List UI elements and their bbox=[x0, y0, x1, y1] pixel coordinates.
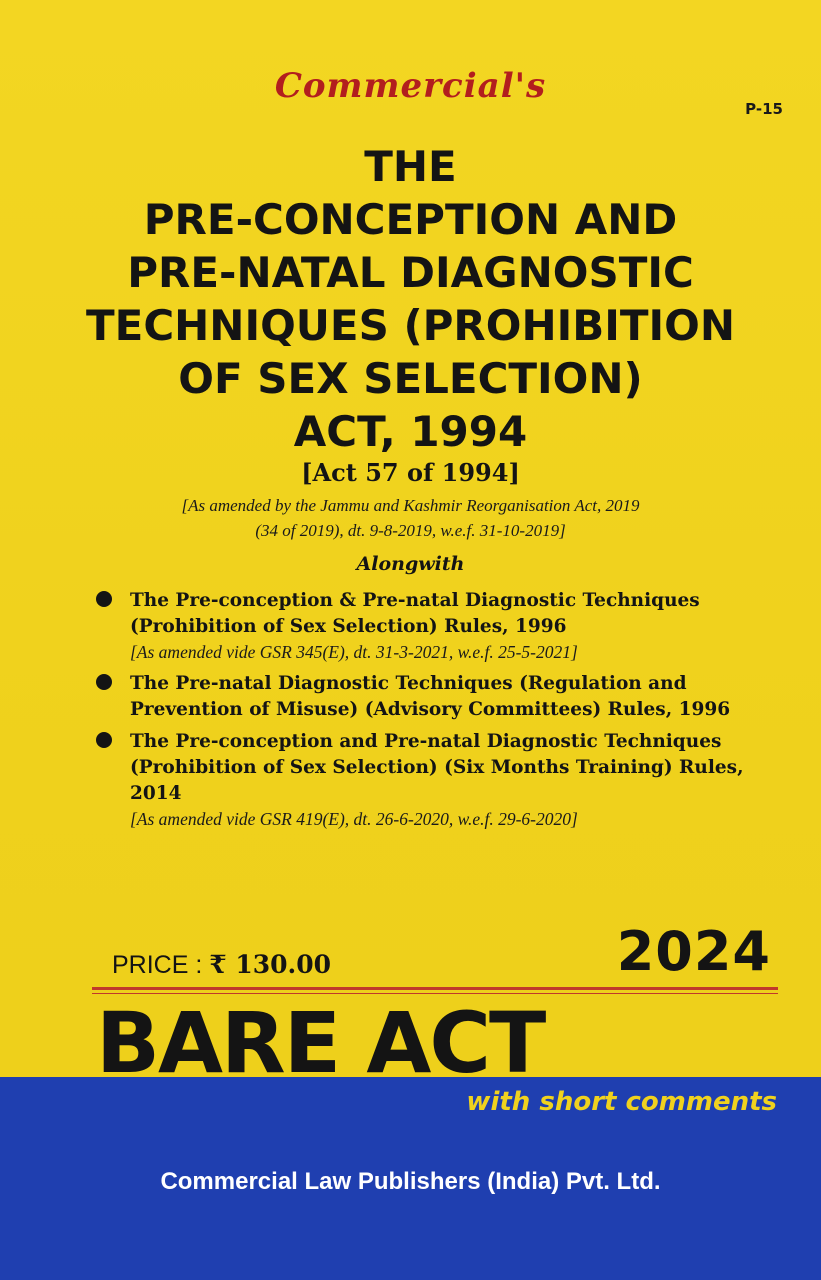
rule-title: The Pre-conception & Pre-natal Diagnostic Techniques (Prohibition of Sex Selection) Rules, 1996 bbox=[130, 590, 700, 637]
title-line: ACT, 1994 bbox=[293, 407, 528, 456]
bullet-icon bbox=[96, 591, 112, 607]
list-item bbox=[96, 729, 776, 832]
rule-amendment: [As amended vide GSR 419(E), dt. 26-6-2020, w.e.f. 29-6-2020] bbox=[130, 809, 578, 829]
series-code: P-15 bbox=[745, 100, 783, 118]
divider bbox=[92, 987, 778, 990]
edition-year: 2024 bbox=[616, 920, 771, 983]
price bbox=[112, 950, 331, 980]
title-line: OF SEX SELECTION) bbox=[178, 354, 643, 403]
title-line: PRE-NATAL DIAGNOSTIC bbox=[127, 248, 694, 297]
list-item bbox=[96, 588, 776, 665]
amendment-note bbox=[0, 493, 821, 543]
series-subtitle: with short comments bbox=[466, 1087, 777, 1117]
act-number: [Act 57 of 1994] bbox=[301, 458, 520, 487]
amendment-line: [As amended by the Jammu and Kashmir Reorganisation Act, 2019 bbox=[181, 496, 640, 515]
rule-amendment: [As amended vide GSR 345(E), dt. 31-3-2021, w.e.f. 25-5-2021] bbox=[130, 642, 578, 662]
alongwith-heading: Alongwith bbox=[356, 553, 465, 575]
title-line: PRE-CONCEPTION AND bbox=[143, 195, 678, 244]
publisher-name: Commercial Law Publishers (India) Pvt. Ltd. bbox=[160, 1168, 661, 1195]
included-rules-list bbox=[96, 588, 776, 838]
rule-title: The Pre-conception and Pre-natal Diagnostic Techniques (Prohibition of Sex Selection) (Six Months Training) Rules, 2014 bbox=[130, 731, 744, 804]
list-item bbox=[96, 671, 776, 723]
series-title: BARE ACT bbox=[96, 994, 545, 1092]
title-line: THE bbox=[364, 142, 457, 191]
price-label: PRICE : bbox=[112, 951, 203, 979]
title-line: TECHNIQUES (PROHIBITION bbox=[85, 301, 736, 350]
amendment-line: (34 of 2019), dt. 9-8-2019, w.e.f. 31-10-2019] bbox=[255, 521, 566, 540]
bullet-icon bbox=[96, 732, 112, 748]
book-title bbox=[0, 140, 821, 458]
price-value: ₹ 130.00 bbox=[209, 950, 332, 979]
bullet-icon bbox=[96, 674, 112, 690]
publisher-brand: Commercial's bbox=[274, 66, 547, 106]
rule-title: The Pre-natal Diagnostic Techniques (Regulation and Prevention of Misuse) (Advisory Committees) Rules, 1996 bbox=[130, 673, 731, 720]
